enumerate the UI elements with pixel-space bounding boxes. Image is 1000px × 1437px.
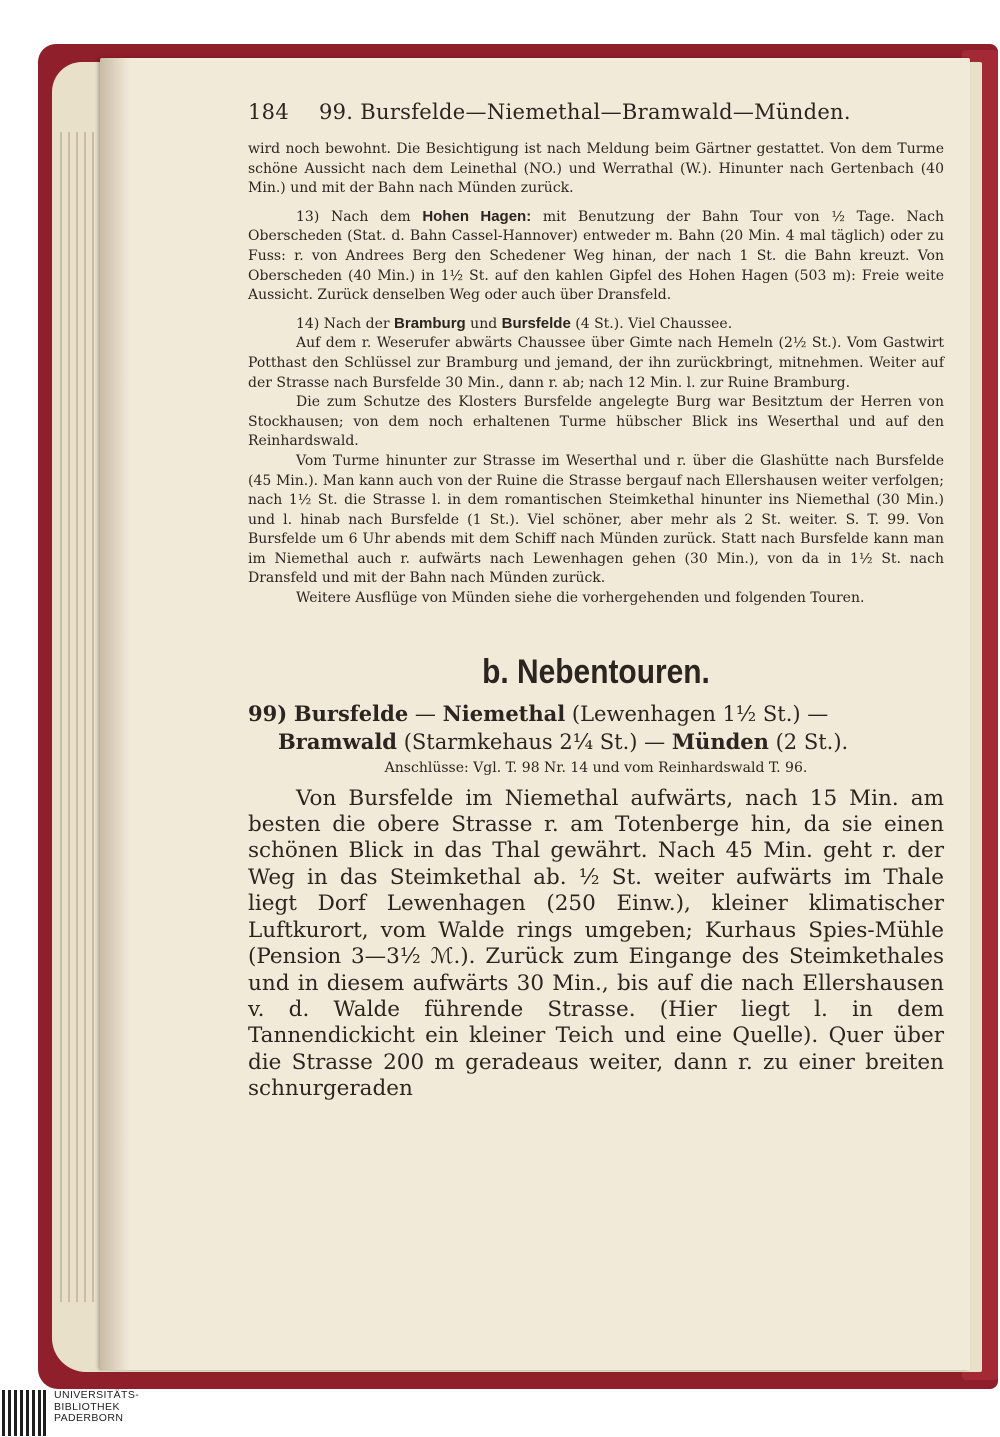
item-14-paragraph-3: Die zum Schutze des Klosters Bursfelde angelegte Burg war Besitztum der Herren von Stockhausen; von dem noch erhaltenen Turme hübscher Blick ins Weserthal und auf den Reinhardswald. [248, 394, 944, 450]
running-head [248, 100, 944, 124]
library-logo-text: UNIVERSITÄTS- BIBLIOTHEK PADERBORN [54, 1389, 140, 1424]
tour-99-paragraph: Von Bursfelde im Niemethal aufwärts, nach 15 Min. am besten die obere Strasse r. am Totenberge hin, da sie einen schönen Blick in das Thal gewährt. Nach 45 Min. geht r. der Weg in das Steimkethal ab. ½ St. weiter aufwärts im Thale liegt Dorf Lewenhagen (250 Einw.), kleiner klimatischer Luftkurort, vom Walde rings umgeben; Kurhaus Spies-Mühle (Pension 3—3½ ℳ.). Zurück zum Eingange des Steimkethales und in diesem aufwärts 30 Min., bis auf die nach Ellershausen v. d. Walde führende Strasse. (Hier liegt l. in dem Tannendickicht ein kleiner Teich und eine Quelle). Quer über die Strasse 200 m geradeaus weiter, dann r. zu einer breiten schnurgeraden [248, 785, 944, 1102]
item-14-paragraph-4: Vom Turme hinunter zur Strasse im Weserthal und r. über die Glashütte nach Bursfelde (45 Min.). Man kann auch von der Ruine die Strasse bergauf nach Ellershausen weiter verfolgen; nach 1½ St. die Strasse l. in dem romantischen Steimkethal hinunter ins Niemethal (30 Min.) und l. hinab nach Bursfelde (1 St.). Viel schöner, aber mehr als 2 St. weiter. S. T. 99. Von Bursfelde um 6 Uhr abends mit dem Schiff nach Münden zurück. Statt nach Bursfelde kann man im Niemethal auch r. aufwärts nach Lewenhagen gehen (30 Min.), von da in 1½ St. nach Dransfeld und mit der Bahn nach Münden zurück. [248, 452, 944, 587]
page-number: 184 [248, 100, 289, 124]
tour-99-connections: Anschlüsse: Vgl. T. 98 Nr. 14 und vom Reinhardswald T. 96. [384, 759, 808, 776]
item-14: 14) Nach der Bramburg und Bursfelde (4 St.). Viel Chaussee. [296, 314, 733, 332]
page-title: 99. Bursfelde—Niemethal—Bramwald—Münden. [318, 100, 851, 124]
footer-bar [0, 1389, 1000, 1437]
item-14-name-1: Bramburg [394, 314, 466, 332]
tour-99-heading-line-1: 99) Bursfelde — Niemethal (Lewenhagen 1½ St.) — [248, 700, 829, 726]
page-gutter-shadow [100, 58, 130, 1370]
tour-99-body [248, 786, 944, 1103]
upper-section [248, 140, 944, 609]
page-text [248, 100, 944, 1103]
tour-99-heading [248, 700, 944, 756]
item-13-name: Hohen Hagen: [422, 207, 532, 225]
item-14-name-2: Bursfelde [501, 314, 571, 332]
section-title: b. Nebentouren. [482, 652, 710, 691]
item-14-paragraph-2: Auf dem r. Weserufer abwärts Chaussee über Gimte nach Hemeln (2½ St.). Vom Gastwirt Potthast den Schlüssel zur Bramburg und jemand, der ihn zurückbringt, mitnehmen. Weiter auf der Strasse nach Bursfelde 30 Min., dann r. ab; nach 12 Min. l. zur Ruine Bramburg. [248, 335, 944, 391]
library-logo-icon [2, 1390, 46, 1436]
item-14-paragraph-5: Weitere Ausflüge von Münden siehe die vorhergehenden und folgenden Touren. [296, 590, 865, 607]
item-13: 13) Nach dem Hohen Hagen: mit Benutzung der Bahn Tour von ½ Tage. Nach Oberscheden (Stat. d. Bahn Cassel-Hannover) entweder m. Bahn (20 Min. 4 mal täglich) oder zu Fuss: r. von Andrees Berg den Schedener Weg hinan, der nach 1 St. die Bahn kreuzt. Von Oberscheden (40 Min.) in 1½ St. auf den kahlen Gipfel des Hohen Hagen (503 m): Freie weite Aussicht. Zurück denselben Weg oder auch über Dransfeld. [248, 207, 945, 304]
tour-99-heading-line-2: Bramwald (Starmkehaus 2¼ St.) — Münden (2 St.). [278, 728, 849, 754]
top-paragraph: wird noch bewohnt. Die Besichtigung ist nach Meldung beim Gärtner gestattet. Von dem Turme schöne Aussicht nach dem Leinethal (NO.) und Werrathal (W.). Hinunter nach Gertenbach (40 Min.) und mit der Bahn nach Münden zurück. [248, 141, 944, 197]
